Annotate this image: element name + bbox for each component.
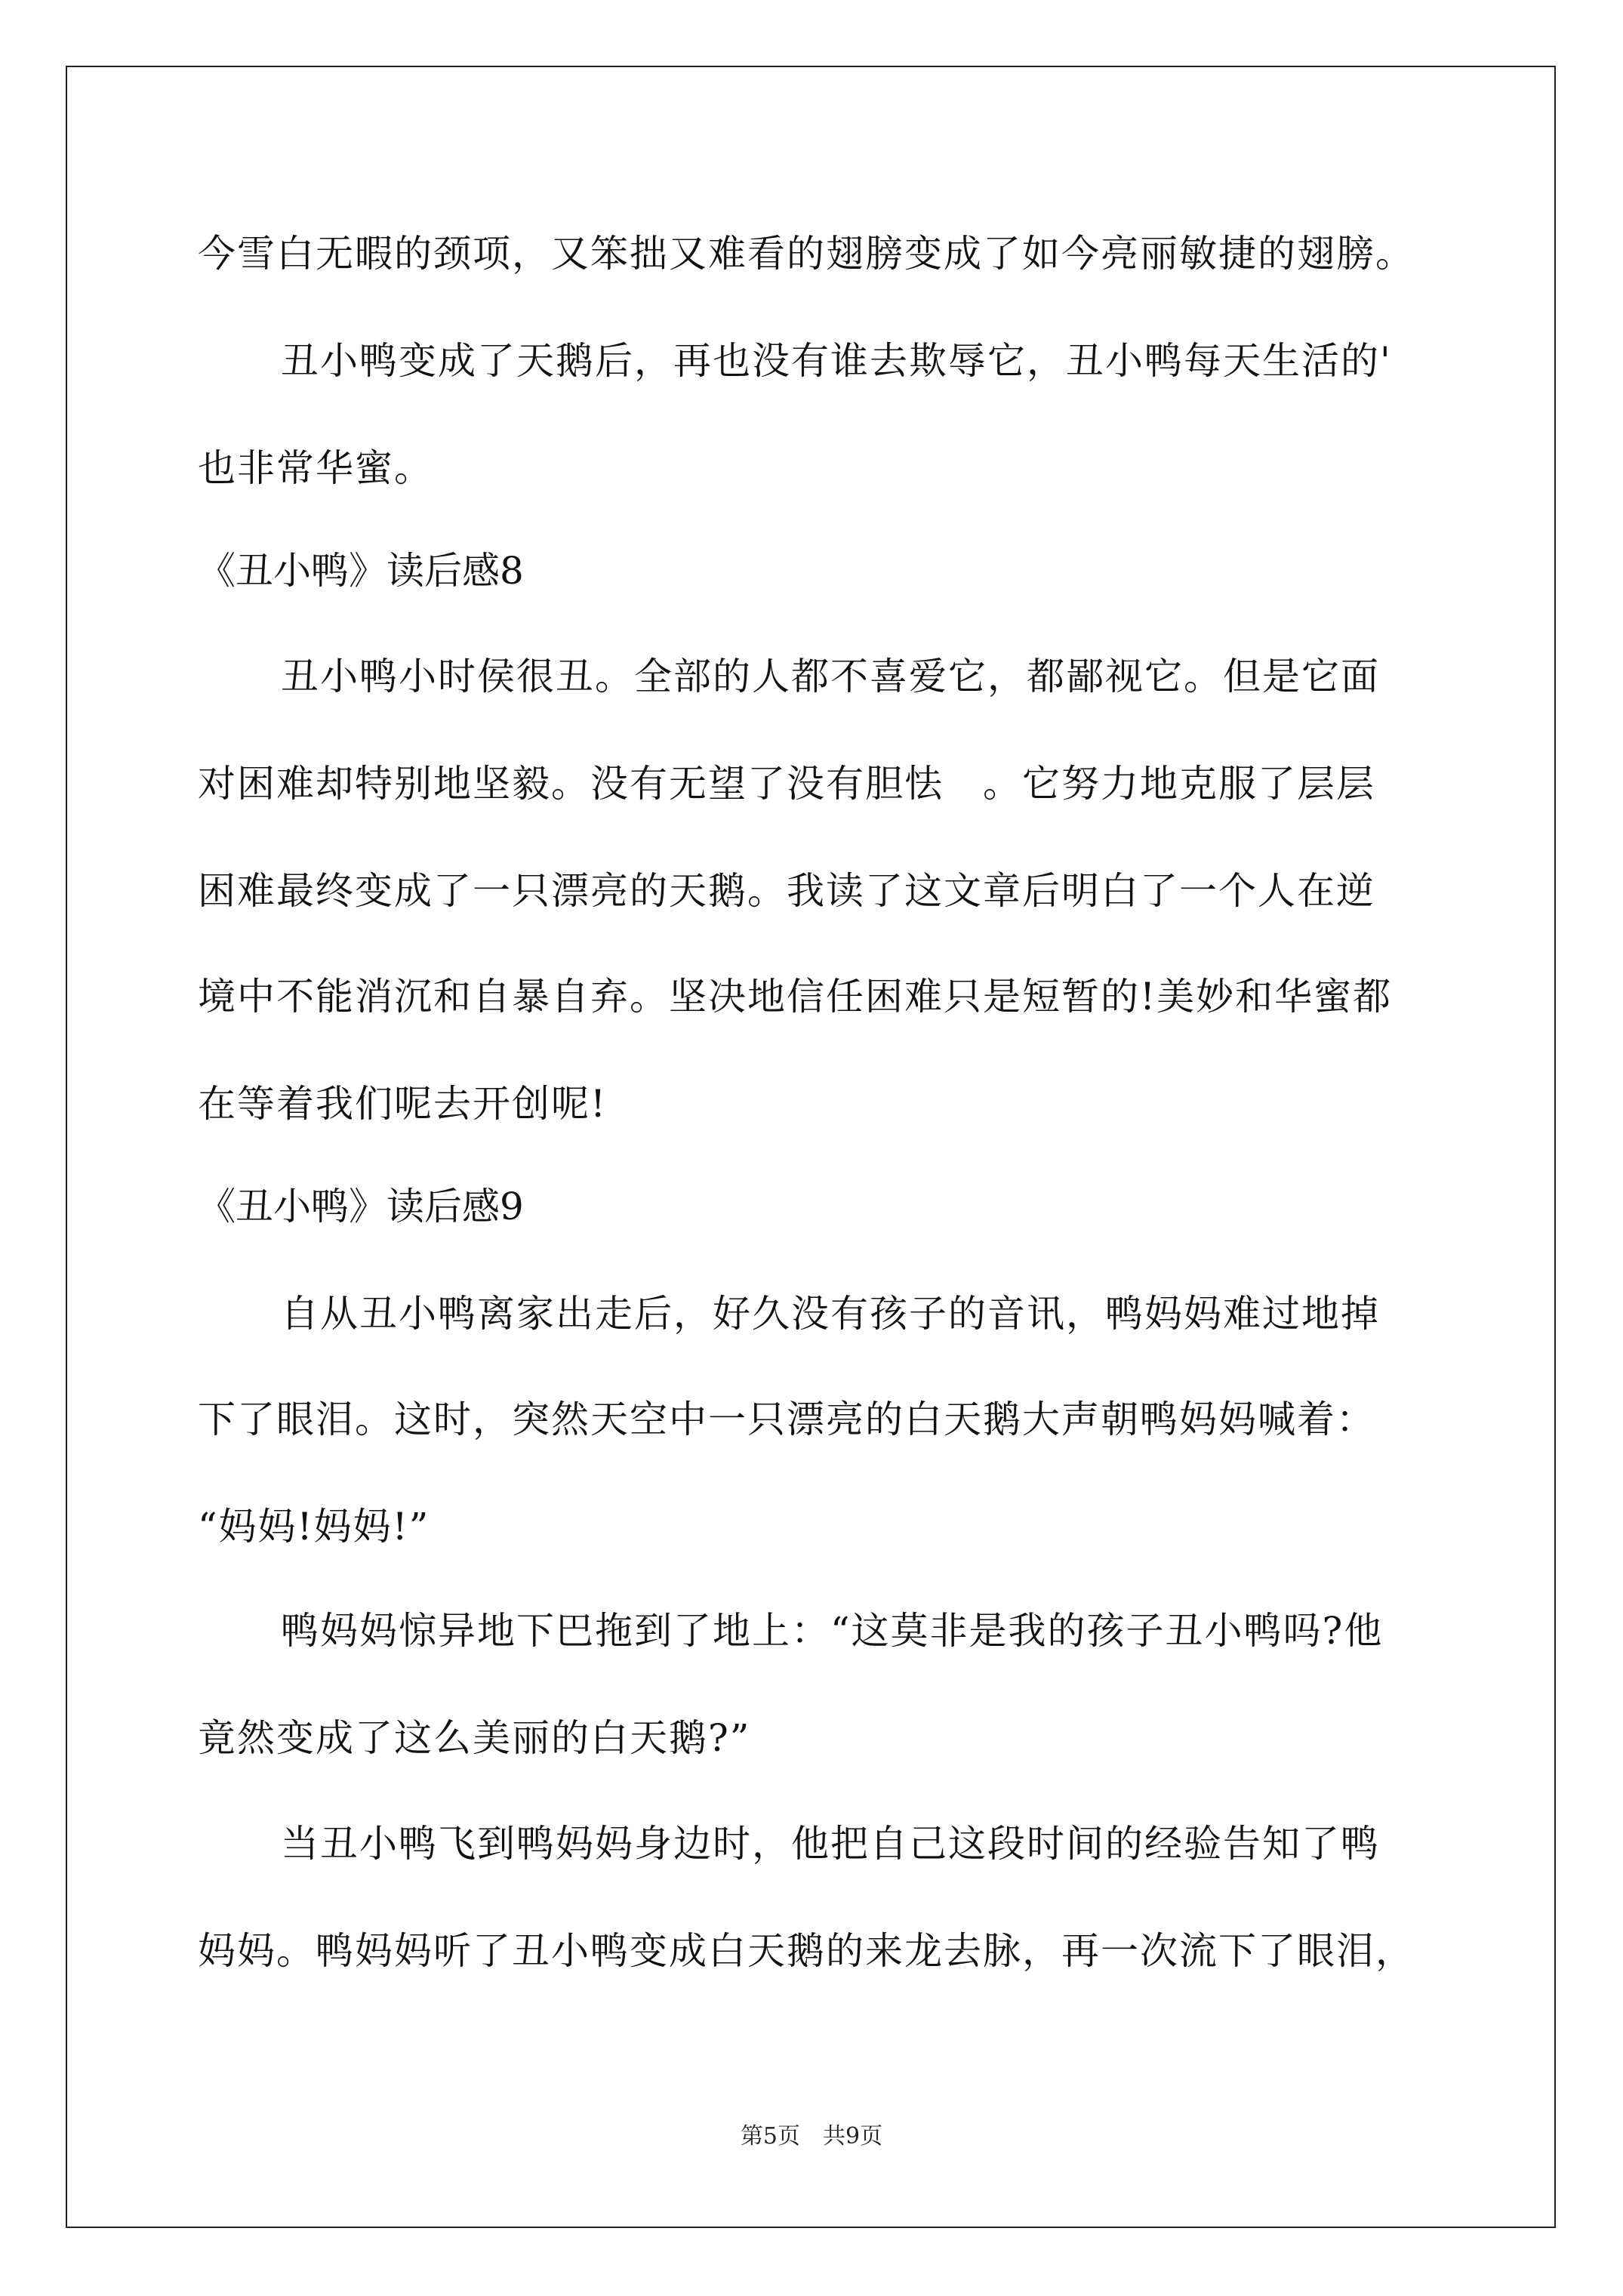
section-heading: 《丑小鸭》读后感8	[198, 549, 524, 593]
paragraph-line: 下了眼泪。这时，突然天空中一只漂亮的白天鹅大声朝鸭妈妈喊着：	[198, 1398, 1375, 1441]
paragraph-line: 当丑小鸭飞到鸭妈妈身边时，他把自己这段时间的经验告知了鸭	[281, 1822, 1380, 1866]
paragraph-line: 对困难却特别地坚毅。没有无望了没有胆怯 。它努力地克服了层层	[198, 762, 1375, 806]
paragraph-line: 也非常华蜜。	[198, 446, 433, 490]
paragraph-line: 困难最终变成了一只漂亮的天鹅。我读了这文章后明白了一个人在逆	[198, 869, 1375, 913]
paragraph-line: 妈妈。鸭妈妈听了丑小鸭变成白天鹅的来龙去脉，再一次流下了眼泪，	[198, 1929, 1415, 1973]
paragraph-line: 在等着我们呢去开创呢!	[198, 1082, 608, 1126]
paragraph-line: “妈妈!妈妈!”	[198, 1505, 430, 1549]
paragraph-line: 自从丑小鸭离家出走后，好久没有孩子的音讯，鸭妈妈难过地掉	[281, 1292, 1380, 1336]
section-heading: 《丑小鸭》读后感9	[198, 1185, 524, 1228]
page-border	[66, 66, 1556, 2228]
page-number-footer: 第5页 共9页	[740, 2123, 883, 2150]
paragraph-line: 鸭妈妈惊异地下巴拖到了地上：“这莫非是我的孩子丑小鸭吗?他	[281, 1609, 1384, 1653]
paragraph-line: 今雪白无暇的颈项，又笨拙又难看的翅膀变成了如今亮丽敏捷的翅膀。	[198, 232, 1415, 276]
paragraph-line: 丑小鸭变成了天鹅后，再也没有谁去欺辱它，丑小鸭每天生活的'	[281, 339, 1392, 383]
paragraph-line: 境中不能消沉和自暴自弃。坚决地信任困难只是短暂的!美妙和华蜜都	[198, 975, 1393, 1019]
paragraph-line: 丑小鸭小时侯很丑。全部的人都不喜爱它，都鄙视它。但是它面	[281, 655, 1380, 698]
paragraph-line: 竟然变成了这么美丽的白天鹅?”	[198, 1716, 751, 1760]
